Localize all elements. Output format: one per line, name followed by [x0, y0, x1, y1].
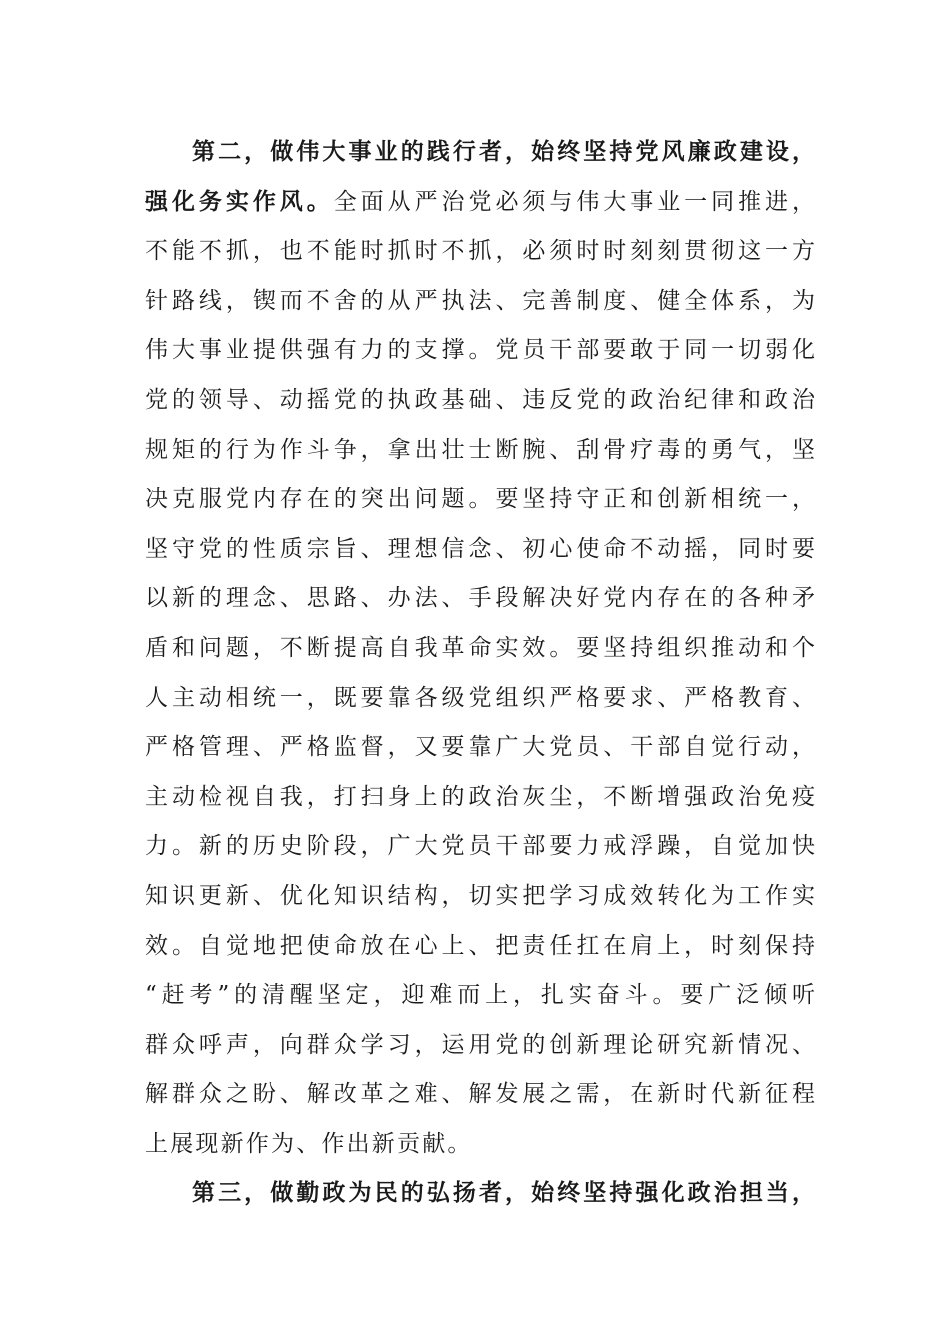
paragraph-2-line: 人主动相统一，既要靠各级党组织严格要求、严格教育、 — [145, 684, 815, 711]
paragraph-2-line: “赶考”的清醒坚定，迎难而上，扎实奋斗。要广泛倾听 — [145, 982, 815, 1009]
paragraph-2-line: 盾和问题，不断提高自我革命实效。要坚持组织推动和个 — [145, 634, 815, 661]
paragraph-2-line: 以新的理念、思路、办法、手段解决好党内存在的各种矛 — [145, 585, 815, 612]
paragraph-2-line: 坚守党的性质宗旨、理想信念、初心使命不动摇，同时要 — [145, 535, 815, 562]
paragraph-2-heading-end: 强化务实作风。 — [145, 188, 334, 215]
paragraph-2-line: 知识更新、优化知识结构，切实把学习成效转化为工作实 — [145, 882, 815, 909]
paragraph-2-line: 主动检视自我，打扫身上的政治灰尘，不断增强政治免疫 — [145, 783, 815, 810]
paragraph-2-line: 严格管理、严格监督，又要靠广大党员、干部自觉行动， — [145, 734, 815, 761]
paragraph-2-line: 决克服党内存在的突出问题。要坚持守正和创新相统一， — [145, 486, 815, 513]
paragraph-2-line: 党的领导、动摇党的执政基础、违反党的政治纪律和政治 — [145, 386, 815, 413]
paragraph-2-heading: 第二，做伟大事业的践行者，始终坚持党风廉政建设， — [192, 139, 815, 165]
paragraph-2-body-start: 全面从严治党必须与伟大事业一同推进， — [333, 188, 816, 215]
paragraph-2-line: 规矩的行为作斗争，拿出壮士断腕、刮骨疗毒的勇气，坚 — [145, 436, 815, 463]
paragraph-2-line: 不能不抓，也不能时抓时不抓，必须时时刻刻贯彻这一方 — [145, 238, 815, 265]
paragraph-2-line: 解群众之盼、解改革之难、解发展之需，在新时代新征程 — [145, 1081, 815, 1108]
paragraph-2-line — [145, 178, 815, 228]
document-body — [145, 128, 815, 1219]
paragraph-2-last-line: 上展现新作为、作出新贡献。 — [145, 1130, 473, 1157]
paragraph-3-heading: 第三，做勤政为民的弘扬者，始终坚持强化政治担当， — [192, 1180, 815, 1207]
paragraph-2-line: 力。新的历史阶段，广大党员干部要力戒浮躁，自觉加快 — [145, 833, 815, 860]
paragraph-2-line: 效。自觉地把使命放在心上、把责任扛在肩上，时刻保持 — [145, 932, 815, 959]
paragraph-2-line: 针路线，锲而不舍的从严执法、完善制度、健全体系，为 — [145, 287, 815, 314]
paragraph-2-line: 群众呼声，向群众学习，运用党的创新理论研究新情况、 — [145, 1031, 815, 1058]
paragraph-2-line: 伟大事业提供强有力的支撑。党员干部要敢于同一切弱化 — [145, 337, 815, 364]
